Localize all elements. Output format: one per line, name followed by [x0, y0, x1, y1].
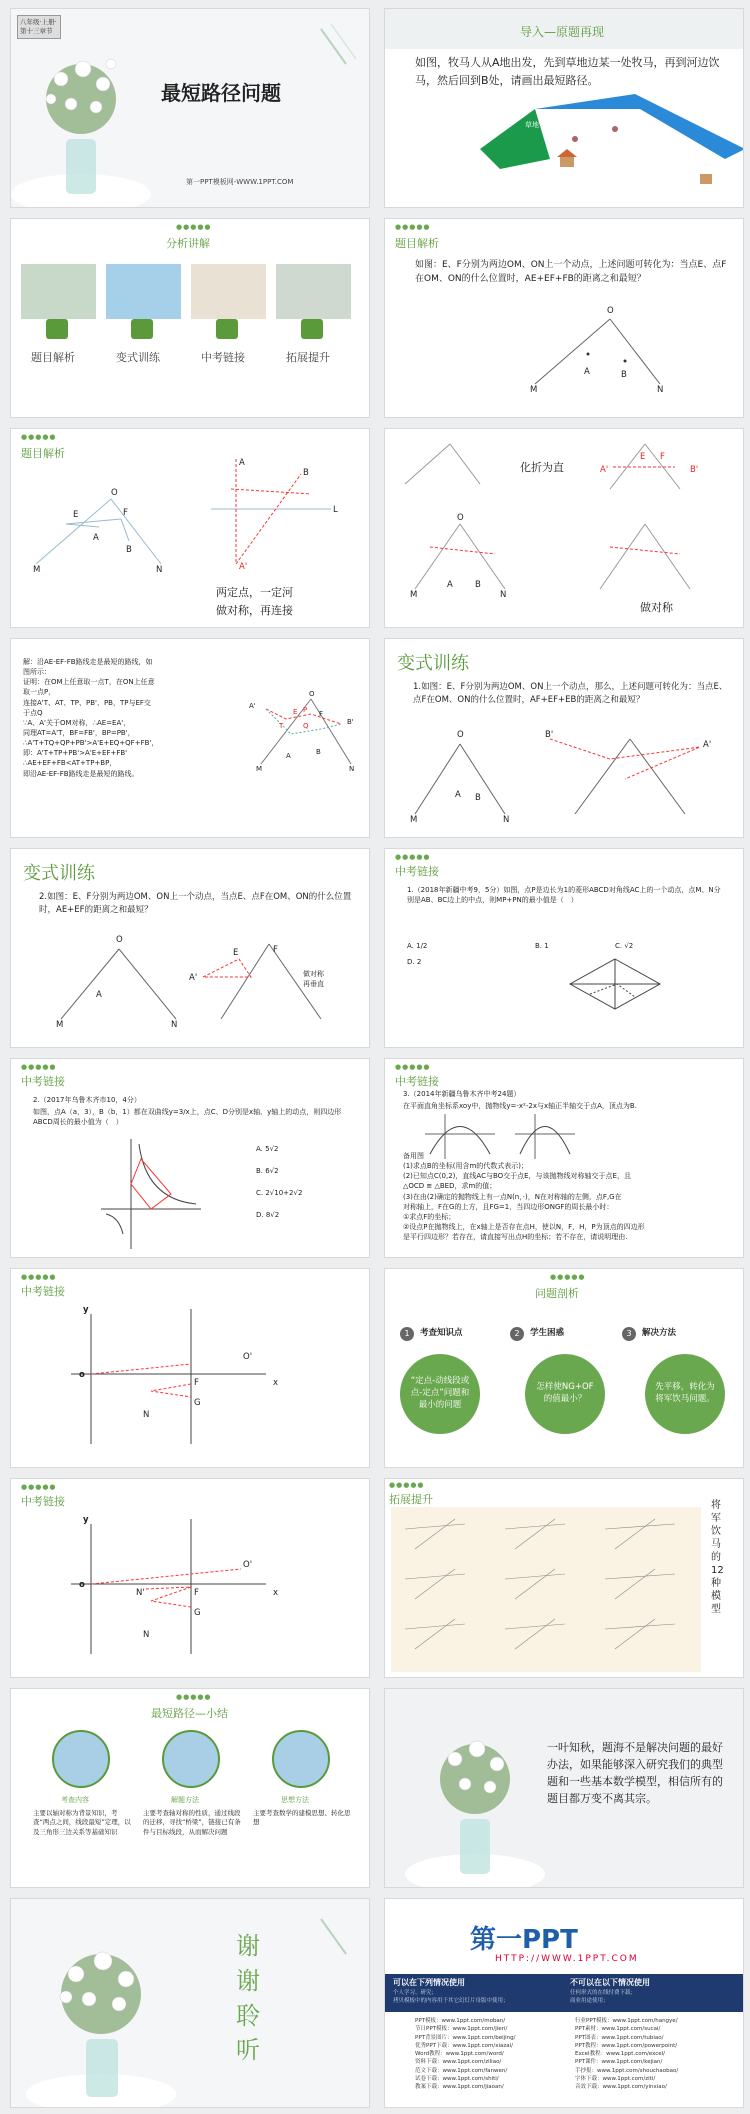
heading: 中考链接 [395, 865, 439, 878]
question: 如图，点A（a，3），B（b，1）都在双曲线y=3/x上，点C、D分别是x轴、y轴上的动点，则四边形ABCD周长的最小值为（ ） [33, 1108, 342, 1127]
note: 做对称 再垂直 [303, 970, 324, 989]
models-grid [385, 1479, 744, 1678]
figures [11, 429, 370, 628]
grass-river-figure [385, 9, 744, 208]
body: 如图，牧马人从A地出发，先到草地边某一处牧马，再到河边饮马，然后回到B处，请画出最短路径。 [415, 56, 720, 87]
rhombus-figure [385, 849, 744, 1048]
variant-figures [385, 639, 744, 838]
heading: 导入—原题再现 [520, 25, 605, 39]
subtitle: 第一PPT模板网-WWW.1PPT.COM [186, 178, 294, 186]
item-4[interactable]: 拓展提升 [286, 351, 330, 364]
heading: 中考链接 [21, 1495, 65, 1508]
slide-thanks [10, 1898, 370, 2108]
variant2-figures [11, 849, 370, 1048]
question: 1.（2018年新疆中考9，5分）如图，点P是边长为1的菱形ABCD对角线AC上的一个动点，点M、N分别是AB、BC边上的中点，则MP+PN的最小值是（ ） [407, 886, 721, 905]
axes-figure-2 [11, 1479, 370, 1678]
reflect-figures [385, 429, 744, 628]
heading: 变式训练 [23, 863, 95, 884]
heading: 题目解析 [395, 237, 439, 250]
heading: 中考链接 [395, 1075, 439, 1088]
links-right: 行业PPT模板：www.1ppt.com/hangye/ PPT素材：www.1ppt.com/sucai/ PPT图表：www.1ppt.com/tubiao/ PPT教程：www.1ppt.com/powerpoint/ Excel教程：www.1ppt.com/excel/ PPT课件：www.1ppt.com/kejian/ 手抄报：www.1ppt.com/shouchaobao/ 字体下载：www.1ppt.com/ziti/ 音效下载：www.1ppt.com/yinxiao/ [575, 2018, 679, 2090]
heading: 问题剖析 [535, 1287, 579, 1300]
hyperbola-figure [11, 1059, 370, 1258]
links-left: PPT模板：www.1ppt.com/moban/ 节日PPT模板：www.1ppt.com/jieri/ PPT背景图片：www.1ppt.com/beijing/ 优秀PPT下载：www.1ppt.com/xiazai/ Word教程：www.1ppt.com/word/ 资料下载：www.1ppt.com/ziliao/ 范文下载：www.1ppt.com/fanwen/ 试卷下载：www.1ppt.com/shiti/ 教案下载：www.1ppt.com/jiaoan/ [415, 2018, 516, 2090]
vase-illustration-3 [11, 1899, 370, 2108]
side-note: 将军饮马的12种模型 [711, 1500, 724, 1615]
summary-circles [11, 1689, 370, 1888]
heading: 分析讲解 [166, 237, 210, 250]
slide-problem-2: ●●●●● 题目解析 O E F A B M N A B L A' 两定点，一定河 做对称，再连接 [10, 428, 370, 628]
slide-problem: ●●●●● 题目解析 如图：E、F分别为两边OM、ON上一个动点，上述问题可转化为：当点E、点F在OM、ON的什么位置时，AE+EF+FB的距离之和最短？ O A B M N [384, 218, 744, 418]
slide-exam-5: ●●●●● 中考链接 y O' o N' F x G N [10, 1478, 370, 1678]
heading: 拓展提升 [389, 1493, 433, 1506]
heading: 中考链接 [21, 1075, 65, 1088]
heading: 最短路径—小结 [151, 1707, 228, 1720]
item-2[interactable]: 变式训练 [116, 351, 160, 364]
slide-credits: 第一PPT HTTP://WWW.1PPT.COM 可以在下列情况使用 个人学习、研究； 拷贝模板中的内容用于其它幻灯片母版中使用； 不可以在以下情况使用 任何形式的在线付费下载； 商业用途使用； PPT模板：www.1ppt.com/moban/ 节日PPT模板：www.1ppt.com/jieri/ PPT背景图片：www.1ppt.com/beijing/ 优秀PPT下载：www.1ppt.com/xiazai/ Word教程：www.1ppt.com/word/ 资料下载：www.1ppt.com/ziliao/ 范文下载：www.1ppt.com/fanwen/ 试卷下载：www.1ppt.com/shiti/ 教案下载：www.1ppt.com/jiaoan/ 行业PPT模板：www.1ppt.com/hangye/ PPT素材：www.1ppt.com/sucai/ PPT图表：www.1ppt.com/tubiao/ PPT教程：www.1ppt.com/powerpoint/ Excel教程：www.1ppt.com/excel/ PPT课件：www.1ppt.com/kejian/ 手抄报：www.1ppt.com/shouchaobao/ 字体下载：www.1ppt.com/ziti/ 音效下载：www.1ppt.com/yinxiao/ [384, 1898, 744, 2108]
slide-analysis: ●●●●● 分析讲解 题目解析 变式训练 中考链接 拓展提升 [10, 218, 370, 418]
body: 2.如图：E、F分别为两边OM、ON上一个动点，当点E、点F在OM、ON的什么位置时，AE+EF的距离之和最短？ [39, 892, 352, 916]
heading: 题目解析 [21, 447, 65, 460]
axes-figure [11, 1269, 370, 1468]
body: 1.如图：E、F分别为两边OM、ON上一个动点，那么，上述问题可转化为：当点E、点F在OM、ON的什么位置时，AF+EF+EB的距离之和最短？ [413, 682, 728, 706]
quote: 一叶知秋，题海不是解决问题的最好办法，如果能够深入研究我们的典型题和一些基本数学模型，相信所有的题目都万变不离其宗。 [547, 1741, 723, 1806]
slide-extension: ●●●●● 拓展提升 将军饮马的12种模型 [384, 1478, 744, 1678]
grass-label: 草地 [525, 121, 539, 129]
url[interactable]: HTTP://WWW.1PPT.COM [495, 1954, 639, 1964]
item-3[interactable]: 中考链接 [201, 351, 245, 364]
thanks: 谢谢聆听 [236, 1932, 260, 2065]
slide-quote [384, 1688, 744, 1888]
slide-exam-4: ●●●●● 中考链接 y O' o F x G N [10, 1268, 370, 1468]
heading: 变式训练 [397, 653, 469, 674]
thumbnails [11, 219, 370, 418]
slide-exam-2: ●●●●● 中考链接 2.（2017年乌鲁木齐市10，4分） 如图，点A（a，3），B（b，1）都在双曲线y=3/x上，点C、D分别是x轴、y轴上的动点，则四边形ABCD周长的最小值为（ ） A. 5√2 B. 6√2 C. 2√10+2√2 D. 8√2 [10, 1058, 370, 1258]
proof: 解：沿AE-EF-FB路线走是最短的路线，如 图所示： 证明：在OM上任意取一点T，在ON上任意 取一点P， 连接A'T、AT、TP、PB'、PB，TP与EF交 于点Q ∵A、A'关于OM对称，∴AE=EA'， 同理AT=A'T，BF=FB'，BP=PB'， ∴A'T+TQ+QP+PB'>A'E+EQ+QF+FB'， 即：A'T+TP+PB'>A'E+EF+FB' ∴AE+EF+FB<AT+TP+BP， 即沿AE-EF-FB路线走是最短的路线。 [23, 658, 159, 778]
body: 如图：E、F分别为两边OM、ON上一个动点，上述问题可转化为：当点E、点F在OM、ON的什么位置时，AE+EF+FB的距离之和最短？ [415, 260, 727, 284]
slide-exam-3: ●●●●● 中考链接 3.（2014年新疆乌鲁木齐中考24题） 在平面直角坐标系xoy中，抛物线y=-x²-2x与x轴正半轴交于点A，顶点为B. 备用图 (1)求点B的坐标(用含m的代数式表示)； (2)已知点C(0,2)，直线AC与BO交于点E，与该抛物线对称轴交于点E，且 △OCD ≌ △BED，求m的值； (3)在由(2)确定的抛物线上有一点N(n，·)，N在对称轴的左侧，点F,G在 对称轴上，F在G的上方，且FG=1，当四边形ONGF的周长最小时： ①求点F的坐标； ②设点P在抛物线上，在x轴上是否存在点H，使以N，F，H，P为顶点的四边形 是平行四边形？若存在，请直接写出点H的坐标；若不存在，请说明理由. [384, 1058, 744, 1258]
angle-figure [385, 219, 744, 418]
slide-proof: 解：沿AE-EF-FB路线走是最短的路线，如 图所示： 证明：在OM上任意取一点T，在ON上任意 取一点P， 连接A'T、AT、TP、PB'、PB，TP与EF交 于点Q ∵A、A'关于OM对称，∴AE=EA'， 同理AT=A'T，BF=FB'，BP=PB'， ∴A'T+TQ+QP+PB'>A'E+EQ+QF+FB'， 即：A'T+TP+PB'>A'E+EF+FB' ∴AE+EF+FB<AT+TP+BP， 即沿AE-EF-FB路线走是最短的路线。 A' T E P Q F O B' M N A B [10, 638, 370, 838]
label-bottom: 做对称 [640, 601, 673, 614]
slide-analysis-2: ●●●●● 问题剖析 1 考查知识点 2 学生困惑 3 解决方法 “定点-动线段或点-定点”问题和最小的问题 怎样使NG+OF的值最小？ 先平移，转化为将军饮马问题。 [384, 1268, 744, 1468]
proof-figure [11, 639, 370, 838]
slide-variant-2: 变式训练 2.如图：E、F分别为两边OM、ON上一个动点，当点E、点F在OM、ON的什么位置时，AE+EF的距离之和最短？ O A M N A' E F 做对称 再垂直 [10, 848, 370, 1048]
slide-variant-1: 变式训练 1.如图：E、F分别为两边OM、ON上一个动点，那么，上述问题可转化为：当点E、点F在OM、ON的什么位置时，AF+EF+EB的距离之和最短？ O A B M N B' A' [384, 638, 744, 838]
slide-intro [384, 8, 744, 208]
slide-summary: ●●●●● 最短路径—小结 考查内容 解题方法 思想方法 主要以轴对称为背景知识，考查“两点之间，线段最短”定理，以及三角形三边关系等基础知识 主要考查轴对称的性质，通过线段的迁移，寻找“桥梁”，链接已有条件与目标线段，从而解决问题 主要考查数学的建模思想、转化思想 [10, 1688, 370, 1888]
heading: 中考链接 [21, 1285, 65, 1298]
slide-reflect: 化折为直 A' E F B' O M N A B 做对称 [384, 428, 744, 628]
item-1[interactable]: 题目解析 [31, 351, 75, 364]
chapter-tag: 八年级·上册· 第十三章节 [17, 15, 61, 39]
note: 两定点，一定河 做对称，再连接 [216, 586, 293, 617]
logo: 第一PPT [470, 1925, 578, 1955]
title: 最短路径问题 [161, 81, 281, 105]
label-top: 化折为直 [520, 461, 564, 474]
slide-exam-1: ●●●●● 中考链接 1.（2018年新疆中考9，5分）如图，点P是边长为1的菱形ABCD对角线AC上的一个动点，点M、N分别是AB、BC边上的中点，则MP+PN的最小值是（ ） A. 1/2 B. 1 C. √2 D. 2 [384, 848, 744, 1048]
slide-title [10, 8, 370, 208]
